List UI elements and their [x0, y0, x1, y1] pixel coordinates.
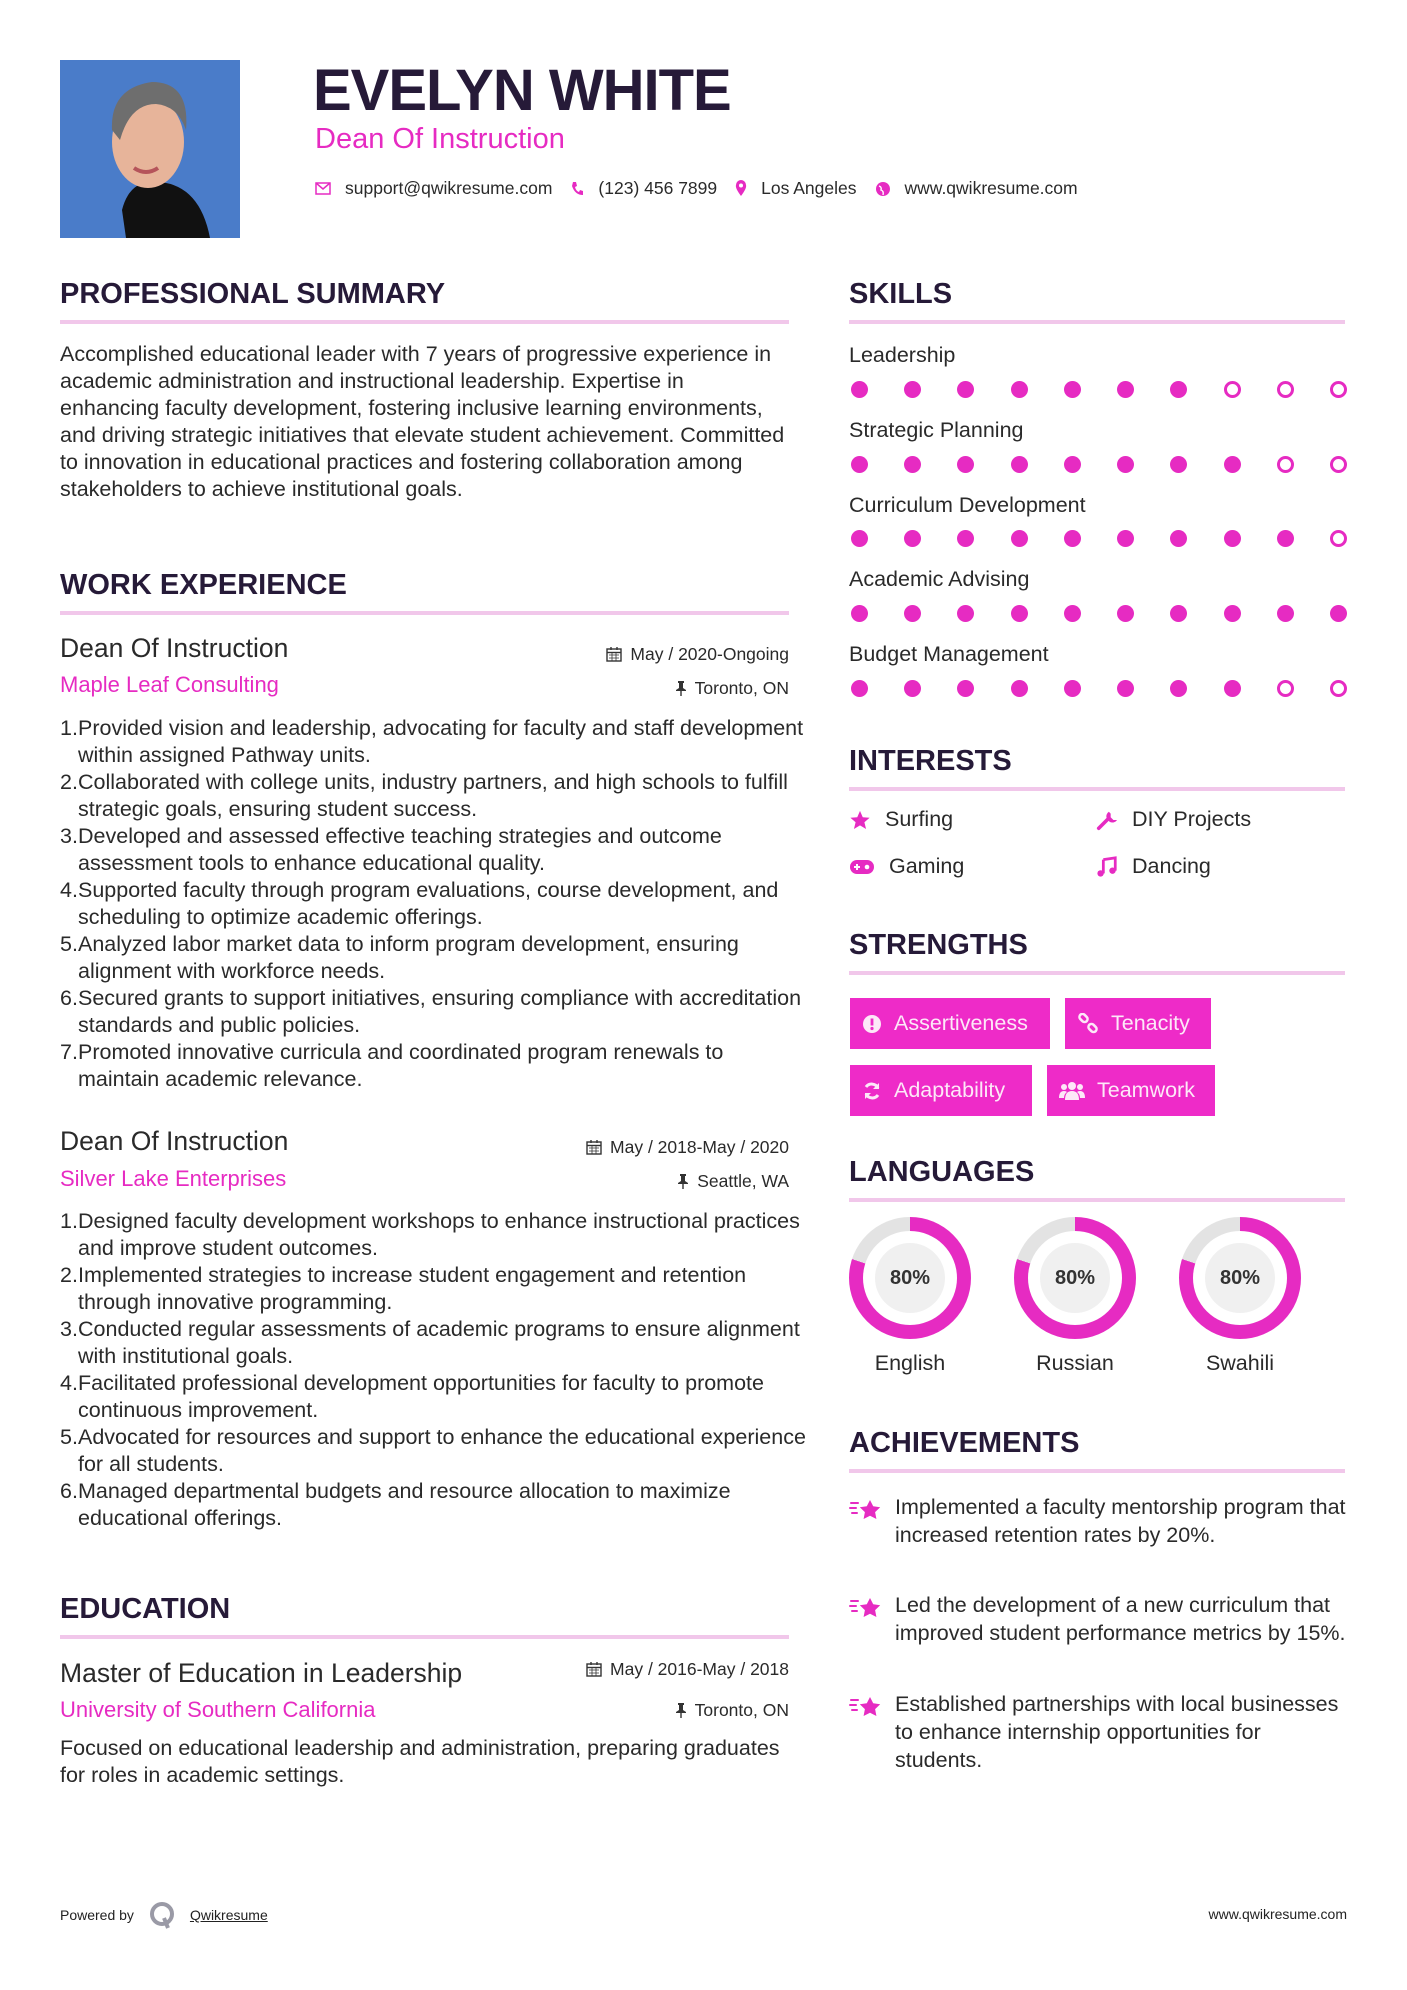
filled-dot-icon	[1224, 530, 1241, 547]
education-description: Focused on educational leadership and administration, preparing graduates for roles in academic settings.	[60, 1736, 780, 1787]
filled-dot-icon	[1224, 456, 1241, 473]
job-dates-text: May / 2018-May / 2020	[610, 1137, 789, 1157]
calendar-icon	[586, 1661, 602, 1677]
language-progress-ring	[1014, 1217, 1136, 1339]
bullet-item: 1. Designed faculty development workshops to enhance instructional practices and improve student outcomes.	[60, 1209, 800, 1260]
education-location-text: Toronto, ON	[694, 1700, 789, 1720]
filled-dot-icon	[957, 381, 974, 398]
empty-dot-icon	[1330, 680, 1347, 697]
summary-heading: PROFESSIONAL SUMMARY	[60, 278, 446, 310]
empty-dot-icon	[1277, 456, 1294, 473]
pushpin-icon	[675, 680, 687, 696]
language-item	[849, 1217, 971, 1376]
bullet-item: 2. Collaborated with college units, industry partners, and high schools to fulfill strategic goals, ensuring student success.	[60, 770, 788, 821]
wrench-icon	[1096, 809, 1118, 831]
filled-dot-icon	[851, 381, 868, 398]
filled-dot-icon	[851, 456, 868, 473]
filled-dot-icon	[904, 381, 921, 398]
filled-dot-icon	[957, 530, 974, 547]
skill-label: Curriculum Development	[849, 493, 1086, 517]
contact-website[interactable]	[875, 178, 1078, 199]
skill-label: Strategic Planning	[849, 418, 1024, 442]
filled-dot-icon	[1277, 605, 1294, 622]
phone-icon	[570, 181, 584, 197]
skill-rating	[851, 530, 1347, 547]
filled-dot-icon	[1011, 605, 1028, 622]
strength-chip: Adaptability	[850, 1065, 1032, 1116]
education-heading: EDUCATION	[60, 1593, 231, 1625]
language-percent: 80%	[1205, 1243, 1275, 1313]
filled-dot-icon	[1011, 381, 1028, 398]
interest-item: Surfing	[849, 807, 953, 832]
users-icon	[1059, 1080, 1085, 1102]
company-name: Silver Lake Enterprises	[60, 1166, 287, 1191]
empty-dot-icon	[1330, 381, 1347, 398]
bullet-item: 5. Advocated for resources and support to enhance the educational experience for all students.	[60, 1425, 806, 1476]
interest-item: DIY Projects	[1096, 807, 1251, 832]
job-location-text: Seattle, WA	[697, 1171, 789, 1191]
languages-divider	[849, 1198, 1345, 1202]
filled-dot-icon	[1224, 605, 1241, 622]
filled-dot-icon	[904, 680, 921, 697]
profile-photo	[60, 60, 240, 238]
portrait-image	[60, 60, 240, 238]
language-percent: 80%	[1040, 1243, 1110, 1313]
footer-website[interactable]: www.qwikresume.com	[1208, 1906, 1347, 1922]
filled-dot-icon	[1170, 680, 1187, 697]
education-dates	[586, 1658, 789, 1680]
skill-label: Leadership	[849, 343, 956, 367]
language-name: English	[874, 1351, 946, 1375]
pushpin-icon	[677, 1173, 689, 1189]
achievement-item: Implemented a faculty mentorship program that increased retention rates by 20%.	[849, 1493, 1349, 1549]
education-divider	[60, 1635, 789, 1639]
bullet-item: 3. Developed and assessed effective teaching strategies and outcome assessment tools to enhance educational quality.	[60, 824, 722, 875]
company-name: Maple Leaf Consulting	[60, 672, 279, 697]
language-progress-ring	[849, 1217, 971, 1339]
experience-heading: WORK EXPERIENCE	[60, 569, 347, 601]
filled-dot-icon	[1170, 530, 1187, 547]
interests-divider	[849, 787, 1345, 791]
filled-dot-icon	[1011, 530, 1028, 547]
filled-dot-icon	[1277, 530, 1294, 547]
language-name: Russian	[1036, 1351, 1114, 1375]
filled-dot-icon	[1117, 530, 1134, 547]
globe-icon	[875, 181, 891, 197]
language-item	[1179, 1217, 1301, 1376]
filled-dot-icon	[904, 456, 921, 473]
empty-dot-icon	[1330, 530, 1347, 547]
qwikresume-logo-icon	[148, 1900, 178, 1930]
job-bullets	[60, 1208, 808, 1532]
filled-dot-icon	[1064, 605, 1081, 622]
bullet-item: 7. Promoted innovative curricula and coordinated program renewals to maintain academic relevance.	[60, 1040, 724, 1091]
job-dates	[606, 643, 789, 665]
bullet-item: 3. Conducted regular assessments of academic programs to ensure alignment with institutional goals.	[60, 1317, 800, 1368]
filled-dot-icon	[851, 605, 868, 622]
map-pin-icon	[735, 180, 747, 197]
calendar-icon	[606, 646, 622, 662]
strengths-divider	[849, 971, 1345, 975]
footer-powered-by	[60, 1900, 268, 1930]
bullet-item: 4. Facilitated professional development opportunities for faculty to promote continuous improvement.	[60, 1371, 764, 1422]
bullet-item: 4. Supported faculty through program evaluations, course development, and scheduling to optimize academic offerings.	[60, 878, 779, 929]
calendar-icon	[586, 1139, 602, 1155]
skill-rating	[851, 456, 1347, 473]
contact-row	[315, 178, 1096, 199]
empty-dot-icon	[1277, 680, 1294, 697]
filled-dot-icon	[1170, 381, 1187, 398]
strength-chip: Teamwork	[1047, 1065, 1215, 1116]
skill-rating	[851, 605, 1347, 622]
job-dates	[586, 1136, 789, 1158]
filled-dot-icon	[1117, 381, 1134, 398]
filled-dot-icon	[1011, 456, 1028, 473]
strength-chip: Tenacity	[1065, 998, 1211, 1049]
link-icon	[1077, 1013, 1099, 1035]
summary-text: Accomplished educational leader with 7 years of progressive experience in academic administration and instructional leadership. Expertise in enhancing faculty development, fostering inclusive learning environments, and driving strategic initiatives that elevate student achievement. Committed to innovation in educational practices and fostering collaboration among stakeholders to achieve institutional goals.	[60, 342, 785, 501]
education-location	[675, 1699, 789, 1721]
filled-dot-icon	[1330, 605, 1347, 622]
empty-dot-icon	[1277, 381, 1294, 398]
filled-dot-icon	[1117, 456, 1134, 473]
filled-dot-icon	[1064, 381, 1081, 398]
contact-phone[interactable]	[570, 178, 717, 199]
filled-dot-icon	[1011, 680, 1028, 697]
candidate-title: Dean Of Instruction	[315, 123, 565, 155]
bullet-item: 1. Provided vision and leadership, advocating for faculty and staff development within assigned Pathway units.	[60, 716, 804, 767]
filled-dot-icon	[957, 456, 974, 473]
skill-label: Budget Management	[849, 642, 1049, 666]
job-title: Dean Of Instruction	[60, 633, 289, 663]
filled-dot-icon	[1064, 456, 1081, 473]
language-progress-ring	[1179, 1217, 1301, 1339]
music-note-icon	[1096, 856, 1118, 878]
interest-item: Dancing	[1096, 854, 1211, 879]
education-dates-text: May / 2016-May / 2018	[610, 1659, 789, 1679]
pushpin-icon	[675, 1702, 687, 1718]
skill-rating	[851, 381, 1347, 398]
filled-dot-icon	[1064, 530, 1081, 547]
achievements-divider	[849, 1469, 1345, 1473]
achievement-item: Established partnerships with local businesses to enhance internship opportunities for students.	[849, 1690, 1349, 1774]
filled-dot-icon	[1170, 605, 1187, 622]
school-name: University of Southern California	[60, 1697, 376, 1722]
location-text: Los Angeles	[761, 178, 857, 198]
empty-dot-icon	[1224, 381, 1241, 398]
phone-text: (123) 456 7899	[598, 178, 718, 198]
bullet-item: 6. Managed departmental budgets and resource allocation to maximize educational offerings.	[60, 1479, 731, 1530]
bullet-item: 6. Secured grants to support initiatives, ensuring compliance with accreditation standards and public policies.	[60, 986, 802, 1037]
contact-email[interactable]	[315, 178, 552, 199]
interest-item: Gaming	[849, 854, 964, 879]
star-icon	[849, 809, 871, 831]
interests-heading: INTERESTS	[849, 745, 1012, 777]
language-percent: 80%	[875, 1243, 945, 1313]
filled-dot-icon	[904, 530, 921, 547]
shooting-star-icon	[849, 1595, 883, 1623]
filled-dot-icon	[1170, 456, 1187, 473]
candidate-name: EVELYN WHITE	[313, 58, 731, 123]
filled-dot-icon	[1117, 605, 1134, 622]
language-name: Swahili	[1205, 1351, 1275, 1375]
filled-dot-icon	[1224, 680, 1241, 697]
qwikresume-link[interactable]: Qwikresume	[189, 1907, 268, 1923]
gamepad-icon	[849, 858, 875, 876]
email-text: support@qwikresume.com	[345, 178, 553, 198]
powered-by-label: Powered by	[60, 1907, 134, 1923]
job-title: Dean Of Instruction	[60, 1126, 289, 1156]
shooting-star-icon	[849, 1497, 883, 1525]
experience-divider	[60, 611, 789, 615]
job-dates-text: May / 2020-Ongoing	[630, 644, 789, 664]
filled-dot-icon	[904, 605, 921, 622]
summary-divider	[60, 320, 789, 324]
achievements-heading: ACHIEVEMENTS	[849, 1427, 1080, 1459]
job-location	[675, 677, 789, 699]
envelope-icon	[315, 182, 331, 195]
skills-divider	[849, 320, 1345, 324]
achievement-item: Led the development of a new curriculum that improved student performance metrics by 15%.	[849, 1591, 1349, 1647]
strength-chip: Assertiveness	[850, 998, 1050, 1049]
skills-heading: SKILLS	[849, 278, 953, 310]
skill-rating	[851, 680, 1347, 697]
exclamation-circle-icon	[862, 1014, 882, 1034]
filled-dot-icon	[957, 680, 974, 697]
contact-location	[735, 178, 856, 199]
job-location-text: Toronto, ON	[694, 678, 789, 698]
bullet-item: 5. Analyzed labor market data to inform program development, ensuring alignment with workforce needs.	[60, 932, 739, 983]
languages-heading: LANGUAGES	[849, 1156, 1035, 1188]
filled-dot-icon	[957, 605, 974, 622]
shooting-star-icon	[849, 1694, 883, 1722]
filled-dot-icon	[1117, 680, 1134, 697]
filled-dot-icon	[1064, 680, 1081, 697]
job-location	[677, 1170, 789, 1192]
refresh-icon	[862, 1081, 882, 1101]
website-text: www.qwikresume.com	[904, 178, 1078, 198]
degree-title: Master of Education in Leadership	[60, 1658, 463, 1688]
filled-dot-icon	[851, 680, 868, 697]
filled-dot-icon	[851, 530, 868, 547]
job-bullets	[60, 715, 808, 1093]
language-item	[1014, 1217, 1136, 1376]
strengths-heading: STRENGTHS	[849, 929, 1028, 961]
skill-label: Academic Advising	[849, 567, 1030, 591]
bullet-item: 2. Implemented strategies to increase student engagement and retention through innovative programming.	[60, 1263, 747, 1314]
empty-dot-icon	[1330, 456, 1347, 473]
